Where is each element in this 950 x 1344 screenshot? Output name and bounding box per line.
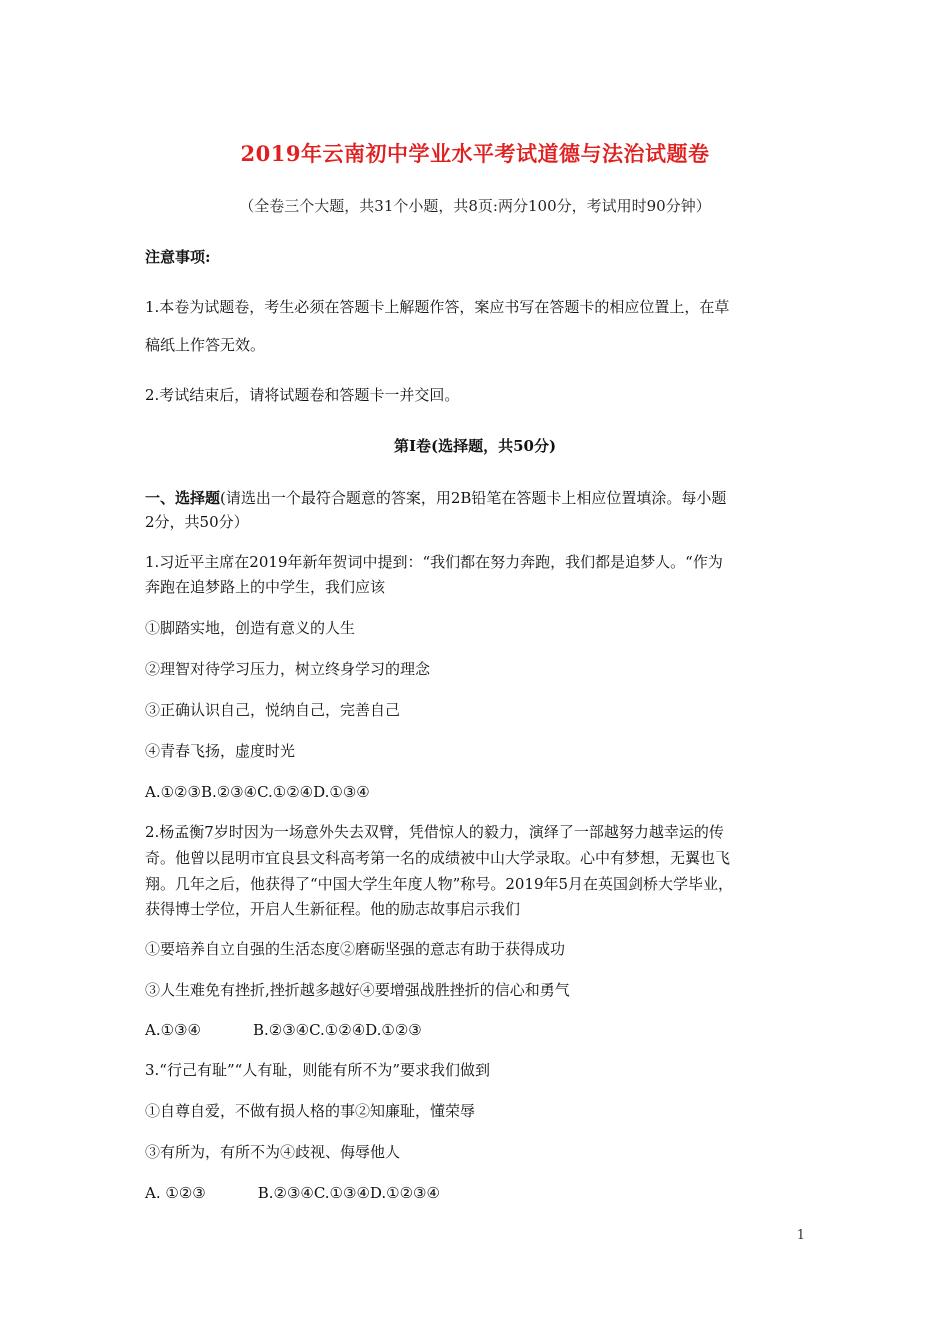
q1-option-2: ②理智对待学习压力，树立终身学习的理念 [145, 660, 431, 678]
page-number: 1 [796, 1228, 805, 1243]
q2-stem-line-4: 获得博士学位，开启人生新征程。他的励志故事启示我们 [145, 900, 521, 918]
part-desc: (请选出一个最符合题意的答案，用2B铅笔在答题卡上相应位置填涂。每小题 [220, 489, 727, 507]
q3-choices [145, 1181, 810, 1206]
exam-subtitle: （全卷三个大题，共31个小题，共8页:两分100分，考试用时90分钟） [239, 197, 711, 215]
q1-option-4: ④青春飞扬，虚度时光 [145, 742, 296, 760]
part-description-line-1 [145, 486, 810, 511]
exam-title: 2019年云南初中学业水平考试道德与法治试题卷 [240, 141, 710, 166]
notice-item-1-line-1: 1.本卷为试题卷，考生必须在答题卡上解题作答，案应书写在答题卡的相应位置上，在草 [145, 298, 730, 316]
notice-heading: 注意事项: [145, 248, 211, 266]
q1-stem-line-1: 1.习近平主席在2019年新年贺词中提到：“我们都在努力奔跑，我们都是追梦人。“作为 [145, 553, 723, 571]
notice-item-2: 2.考试结束后，请将试题卷和答题卡一并交回。 [145, 386, 460, 404]
q2-choice-a: A.①③④ [145, 1021, 201, 1039]
q1-option-3: ③正确认识自己，悦纳自己，完善自己 [145, 701, 401, 719]
q2-stem-line-3: 翔。几年之后，他获得了“中国大学生年度人物”称号。2019年5月在英国剑桥大学毕业， [145, 875, 734, 893]
q2-stem-line-1: 2.杨孟衡7岁时因为一场意外失去双臂，凭借惊人的毅力，演绎了一部越努力越幸运的传 [145, 823, 724, 841]
q1-choices: A.①②③B.②③④C.①②④D.①③④ [145, 783, 370, 801]
part-label: 一、选择题 [145, 489, 221, 507]
q2-stem-line-2: 奇。他曾以昆明市宜良县文科高考第一名的成绩被中山大学录取。心中有梦想，无翼也飞 [145, 849, 731, 867]
q2-choice-rest: B.②③④C.①②④D.①②③ [252, 1021, 422, 1039]
q3-choice-rest: B.②③④C.①③④D.①②③④ [257, 1184, 440, 1202]
q3-options-line-2: ③有所为，有所不为④歧视、侮辱他人 [145, 1143, 401, 1161]
q2-choices [145, 1018, 810, 1043]
q3-options-line-1: ①自尊自爱，不做有损人格的事②知廉耻，懂荣辱 [145, 1102, 476, 1120]
q1-option-1: ①脚踏实地，创造有意义的人生 [145, 619, 356, 637]
q2-options-line-2: ③人生难免有挫折,挫折越多越好④要增强战胜挫折的信心和勇气 [145, 981, 570, 999]
notice-item-1-line-2: 稿纸上作答无效。 [145, 336, 266, 354]
q3-choice-a: A. ①②③ [145, 1184, 206, 1202]
q1-stem-line-2: 奔跑在追梦路上的中学生，我们应该 [145, 578, 386, 596]
part-description-line-2: 2分，共50分） [145, 513, 249, 531]
section-heading: 第Ⅰ卷(选择题，共50分) [393, 437, 557, 455]
q2-options-line-1: ①要培养自立自强的生活态度②磨砺坚强的意志有助于获得成功 [145, 940, 566, 958]
q3-stem: 3.“行己有耻”“人有耻，则能有所不为”要求我们做到 [145, 1061, 490, 1079]
